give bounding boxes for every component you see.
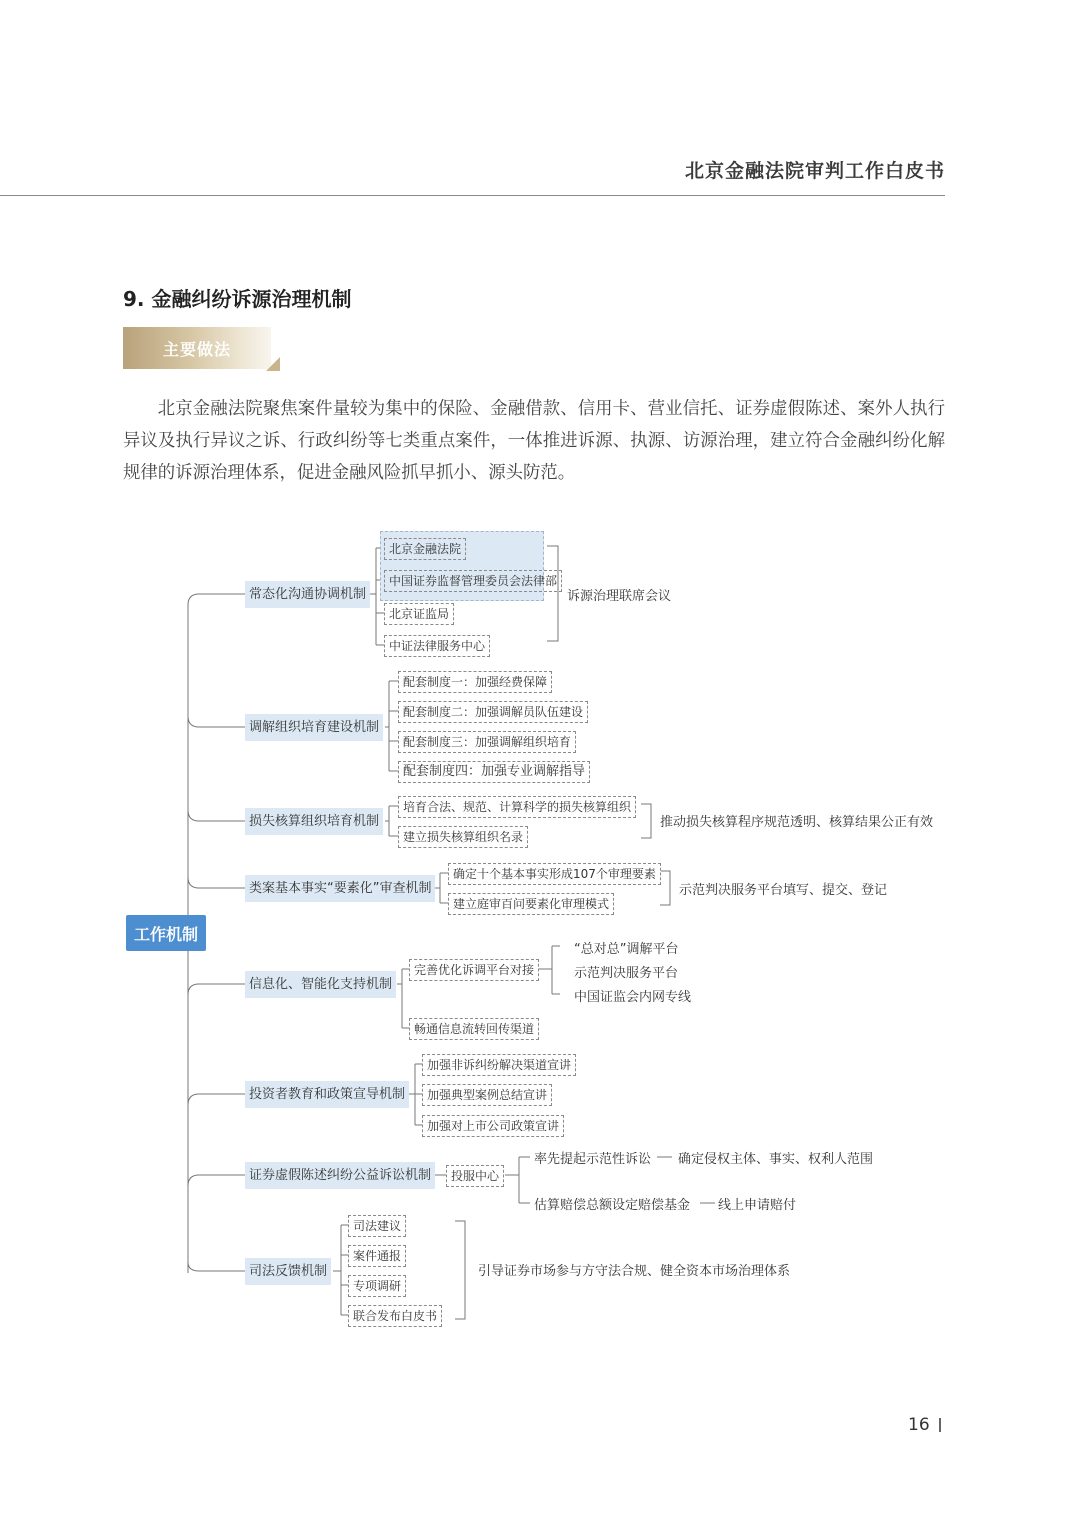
sub-node: 配套制度一：加强经费保障 [398, 671, 552, 693]
outcome-note: 引导证券市场参与方守法合规、健全资本市场治理体系 [478, 1264, 791, 1279]
sub-node: 案件通报 [348, 1245, 406, 1267]
sub-node: 配套制度二：加强调解员队伍建设 [398, 701, 588, 723]
mechanism-node: 投资者教育和政策宣导机制 [245, 1081, 409, 1108]
mechanism-node: 损失核算组织培育机制 [245, 808, 383, 835]
sub-node: 北京证监局 [384, 603, 454, 625]
body-paragraph: 北京金融法院聚焦案件量较为集中的保险、金融借款、信用卡、营业信托、证券虚假陈述、案外人执行异议及执行异议之诉、行政纠纷等七类重点案件，一体推进诉源、执源、访源治理，建立符合金融纠纷化解规律的诉源治理体系，促进金融风险抓早抓小、源头防范。 [123, 399, 945, 483]
sub-node: 北京金融法院 [384, 538, 466, 560]
outcome-note: 推动损失核算程序规范透明、核算结果公正有效 [660, 815, 934, 830]
mechanism-node: 司法反馈机制 [245, 1258, 331, 1285]
section-badge-label: 主要做法 [163, 340, 232, 359]
sub-node: 培育合法、规范、计算科学的损失核算组织 [398, 796, 636, 818]
sub-node: 畅通信息流转回传渠道 [409, 1018, 539, 1040]
step-item: 确定侵权主体、事实、权利人范围 [678, 1152, 874, 1167]
sub-node: 加强非诉纠纷解决渠道宣讲 [422, 1054, 576, 1076]
sub-node: 加强对上市公司政策宣讲 [422, 1115, 564, 1137]
page-number: 16 [908, 1415, 930, 1435]
platform-item: 中国证监会内网专线 [574, 990, 692, 1005]
sub-node: 配套制度四：加强专业调解指导 [398, 761, 590, 783]
platform-item: “总对总”调解平台 [574, 942, 679, 957]
mechanism-node: 信息化、智能化支持机制 [245, 971, 396, 998]
sub-node: 配套制度三：加强调解组织培育 [398, 731, 576, 753]
mechanism-node: 调解组织培育建设机制 [245, 714, 383, 741]
sub-node: 专项调研 [348, 1275, 406, 1297]
section-title: 9. 金融纠纷诉源治理机制 [123, 287, 352, 311]
sub-node: 投服中心 [446, 1165, 504, 1187]
root-node: 工作机制 [126, 915, 206, 951]
sub-node: 建立庭审百问要素化审理模式 [448, 893, 614, 915]
platform-item: 示范判决服务平台 [574, 966, 679, 981]
sub-node: 建立损失核算组织名录 [398, 826, 528, 848]
sub-node: 完善优化诉调平台对接 [409, 959, 539, 981]
step-item: 率先提起示范性诉讼 [534, 1152, 652, 1167]
step-item: 估算赔偿总额设定赔偿基金 [534, 1198, 691, 1213]
sub-node: 中证法律服务中心 [384, 635, 490, 657]
mechanism-node: 常态化沟通协调机制 [245, 581, 370, 608]
sub-node: 确定十个基本事实形成107个审理要素 [448, 863, 661, 885]
mechanism-node: 类案基本事实“要素化”审查机制 [245, 875, 435, 902]
step-item: 线上申请赔付 [718, 1198, 797, 1213]
outcome-note: 诉源治理联席会议 [567, 589, 672, 604]
sub-node: 司法建议 [348, 1215, 406, 1237]
sub-node: 加强典型案例总结宣讲 [422, 1084, 552, 1106]
outcome-note: 示范判决服务平台填写、提交、登记 [679, 883, 888, 898]
mechanism-node: 证券虚假陈述纠纷公益诉讼机制 [245, 1162, 435, 1189]
header-title: 北京金融法院审判工作白皮书 [684, 160, 945, 182]
sub-node: 联合发布白皮书 [348, 1305, 442, 1327]
sub-node: 中国证券监督管理委员会法律部 [384, 570, 562, 592]
page-number-divider [939, 1418, 941, 1432]
